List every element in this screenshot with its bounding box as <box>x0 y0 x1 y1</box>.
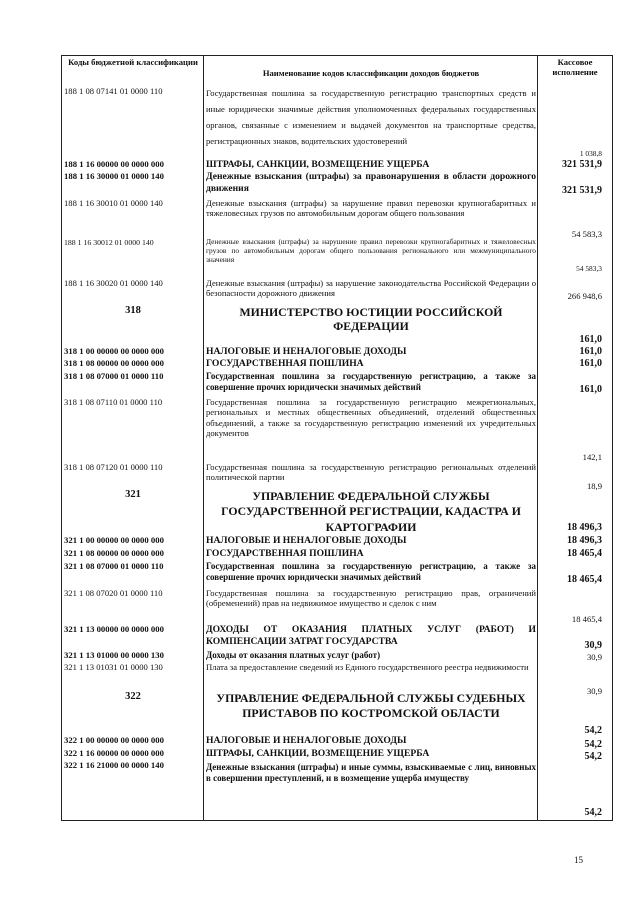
table-bottom-border <box>61 820 613 821</box>
row-code: 318 1 08 07110 01 0000 110 <box>64 397 163 407</box>
row-value: 30,9 <box>584 640 602 651</box>
row-name: Государственная пошлина за государственную регистрацию межрегиональных, региональных и местных общественных объединений, отделений общественных объединений, а также за государственную регистрацию изменений их учредительных документов <box>206 397 536 438</box>
row-name: НАЛОГОВЫЕ И НЕНАЛОГОВЫЕ ДОХОДЫ <box>206 535 407 546</box>
row-code: 322 1 00 00000 00 0000 000 <box>64 735 164 745</box>
row-code: 188 1 16 30012 01 0000 140 <box>64 238 154 247</box>
row-name: Государственная пошлина за государственную регистрацию прав, ограничений (обременений) прав на недвижимое имущество и сделок с ним <box>206 588 536 609</box>
row-name: Государственная пошлина за государственную регистрацию, а также за совершение прочих юридически значимых действий <box>206 561 536 582</box>
row-name: Государственная пошлина за государственную регистрацию, а также за совершение прочих юридически значимых действий <box>206 371 536 392</box>
table-divider-1 <box>203 55 204 821</box>
row-value: 18 496,3 <box>567 522 602 533</box>
row-name: ШТРАФЫ, САНКЦИИ, ВОЗМЕЩЕНИЕ УЩЕРБА <box>206 159 430 170</box>
row-value: 161,0 <box>579 358 602 369</box>
row-value: 321 531,9 <box>562 185 602 196</box>
row-name: Доходы от оказания платных услуг (работ) <box>206 650 381 660</box>
table-border-right <box>612 55 613 821</box>
row-value: 266 948,6 <box>567 291 602 301</box>
row-code: 188 1 08 07141 01 0000 110 <box>64 86 163 96</box>
row-value: 54 583,3 <box>576 264 602 273</box>
row-value: 54,2 <box>584 751 602 762</box>
row-name: Денежные взыскания (штрафы) и иные суммы, взыскиваемые с лиц, виновных в совершении преступлений, и в возмещение ущерба имуществу <box>206 762 536 783</box>
row-code: 318 1 08 07120 01 0000 110 <box>64 462 163 472</box>
row-code: 188 1 16 30020 01 0000 140 <box>64 278 163 288</box>
row-name: Плата за предоставление сведений из Единого государственного реестра недвижимости <box>206 662 529 672</box>
row-name: Денежные взыскания (штрафы) за нарушение правил перевозки крупногабаритных и тяжеловесных грузов по автомобильным дорогам общего пользования регионального или межмуниципального значения <box>206 237 536 264</box>
row-value: 54,2 <box>584 739 602 750</box>
row-value: 30,9 <box>586 652 602 662</box>
row-value: 161,0 <box>579 346 602 357</box>
row-name: МИНИСТЕРСТВО ЮСТИЦИИ РОССИЙСКОЙ ФЕДЕРАЦИИ <box>239 305 503 334</box>
row-code: 322 1 16 00000 00 0000 000 <box>64 748 164 758</box>
row-code: 318 1 00 00000 00 0000 000 <box>64 346 164 356</box>
row-name: Денежные взыскания (штрафы) за нарушение правил перевозки крупногабаритных и тяжеловесных грузов по автомобильным дорогам общего пользования <box>206 198 536 219</box>
row-name: ГОСУДАРСТВЕННАЯ ПОШЛИНА <box>206 548 364 559</box>
header-values: Кассовое исполнение <box>552 57 598 78</box>
row-name: ШТРАФЫ, САНКЦИИ, ВОЗМЕЩЕНИЕ УЩЕРБА <box>206 748 430 759</box>
row-code: 321 1 13 00000 00 0000 000 <box>64 624 164 634</box>
page-number: 15 <box>574 855 583 865</box>
row-value: 30,9 <box>586 686 602 696</box>
row-value: 161,0 <box>579 334 602 345</box>
row-value: 54,2 <box>584 725 602 736</box>
row-name: НАЛОГОВЫЕ И НЕНАЛОГОВЫЕ ДОХОДЫ <box>206 735 407 746</box>
row-value: 18 465,4 <box>571 614 602 624</box>
row-name: НАЛОГОВЫЕ И НЕНАЛОГОВЫЕ ДОХОДЫ <box>206 346 407 357</box>
row-value: 161,0 <box>579 384 602 395</box>
row-name: Денежные взыскания (штрафы) за нарушение законодательства Российской Федерации о безопасности дорожного движения <box>206 278 536 299</box>
row-value: 54,2 <box>584 807 602 818</box>
row-value: 321 531,9 <box>562 159 602 170</box>
row-code: 322 1 16 21000 00 0000 140 <box>64 760 164 770</box>
row-name: ГОСУДАРСТВЕННАЯ ПОШЛИНА <box>206 358 364 369</box>
row-code: 321 <box>125 489 141 500</box>
row-code: 321 1 00 00000 00 0000 000 <box>64 535 164 545</box>
table-divider-2 <box>537 55 538 821</box>
header-names: Наименование кодов классификации доходов бюджетов <box>262 68 480 78</box>
table-top-border <box>61 55 613 56</box>
row-code: 188 1 16 30010 01 0000 140 <box>64 198 163 208</box>
row-code: 322 <box>125 691 141 702</box>
row-code: 321 1 08 07020 01 0000 110 <box>64 588 163 598</box>
row-value: 1 038,8 <box>579 149 602 158</box>
row-name: ДОХОДЫ ОТ ОКАЗАНИЯ ПЛАТНЫХ УСЛУГ (РАБОТ) И КОМПЕНСАЦИИ ЗАТРАТ ГОСУДАРСТВА <box>206 624 536 647</box>
row-value: 18 496,3 <box>567 535 602 546</box>
row-name: Государственная пошлина за государственную регистрацию транспортных средств и иные юридически значимые действия уполномоченных федеральных государственных органов, связанные с изменением и выдачей документов на транспортные средства, регистрационных знаков, водительских удостоверений <box>206 88 536 146</box>
row-code: 318 <box>125 305 141 316</box>
row-value: 18,9 <box>586 481 602 491</box>
row-code: 321 1 13 01000 00 0000 130 <box>64 650 164 660</box>
row-code: 188 1 16 00000 00 0000 000 <box>64 159 164 169</box>
row-code: 321 1 08 07000 01 0000 110 <box>64 561 164 571</box>
row-code: 321 1 08 00000 00 0000 000 <box>64 548 164 558</box>
header-codes: Коды бюджетной классификации <box>68 57 198 67</box>
table-border-left <box>61 55 62 821</box>
row-name: Денежные взыскания (штрафы) за правонарушения в области дорожного движения <box>206 171 536 194</box>
row-name: УПРАВЛЕНИЕ ФЕДЕРАЛЬНОЙ СЛУЖБЫ СУДЕБНЫХ ПРИСТАВОВ ПО КОСТРОМСКОЙ ОБЛАСТИ <box>216 691 526 721</box>
row-code: 321 1 13 01031 01 0000 130 <box>64 662 163 672</box>
row-value: 18 465,4 <box>567 548 602 559</box>
row-code: 318 1 08 00000 00 0000 000 <box>64 358 164 368</box>
row-code: 188 1 16 30000 01 0000 140 <box>64 171 164 181</box>
row-name: Государственная пошлина за государственную регистрацию региональных отделений политической партии <box>206 462 536 483</box>
row-value: 18 465,4 <box>567 574 602 585</box>
row-value: 142,1 <box>582 452 602 462</box>
row-code: 318 1 08 07000 01 0000 110 <box>64 371 164 381</box>
row-name: УПРАВЛЕНИЕ ФЕДЕРАЛЬНОЙ СЛУЖБЫ ГОСУДАРСТВЕННОЙ РЕГИСТРАЦИИ, КАДАСТРА И КАРТОГРАФИИ <box>221 489 521 534</box>
row-value: 54 583,3 <box>571 229 602 239</box>
